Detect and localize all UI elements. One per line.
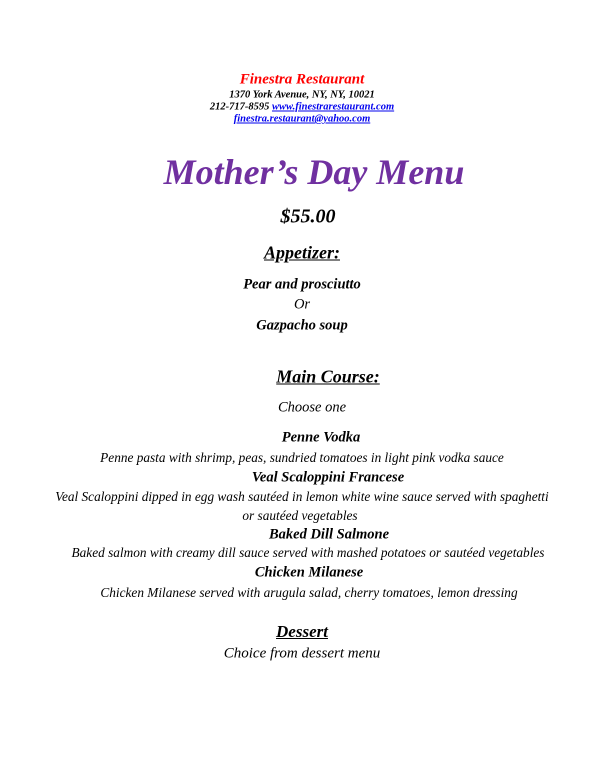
dish-description: Chicken Milanese served with arugula salad, cherry tomatoes, lemon dressing xyxy=(100,585,518,600)
dish-description: Veal Scaloppini dipped in egg wash sautéed in lemon white wine sauce served with spaghetti xyxy=(55,489,549,504)
price: $55.00 xyxy=(280,205,336,228)
dish-name: Chicken Milanese xyxy=(254,564,364,581)
dish-name: Penne Vodka xyxy=(281,429,361,446)
appetizer-option: Gazpacho soup xyxy=(256,317,348,334)
appetizer-heading: Appetizer: xyxy=(264,242,340,263)
choose-one: Choose one xyxy=(277,399,347,416)
dish-description: Baked salmon with creamy dill sauce served with mashed potatoes or sautéed vegetables xyxy=(71,545,545,560)
dish-name: Baked Dill Salmone xyxy=(268,526,390,543)
email-link[interactable]: finestra.restaurant@yahoo.com xyxy=(233,113,371,125)
or-text: Or xyxy=(293,296,311,313)
appetizer-option: Pear and prosciutto xyxy=(243,276,361,293)
dessert-text: Choice from dessert menu xyxy=(223,645,381,662)
dish-description-cont: or sautéed vegetables xyxy=(242,508,358,523)
main-course-heading: Main Course: xyxy=(276,366,380,387)
page-title: Mother’s Day Menu xyxy=(163,152,465,192)
restaurant-name: Finestra Restaurant xyxy=(239,71,365,88)
phone: 212-717-8595 xyxy=(209,101,270,113)
address: 1370 York Avenue, NY, NY, 10021 xyxy=(229,89,375,101)
dish-name: Veal Scaloppini Francese xyxy=(251,469,405,486)
dish-description: Penne pasta with shrimp, peas, sundried tomatoes in light pink vodka sauce xyxy=(100,450,504,465)
email-line xyxy=(234,114,371,125)
website-link[interactable]: www.finestrarestaurant.com xyxy=(271,101,395,113)
contact-line xyxy=(210,102,394,113)
dessert-heading: Dessert xyxy=(276,622,328,641)
